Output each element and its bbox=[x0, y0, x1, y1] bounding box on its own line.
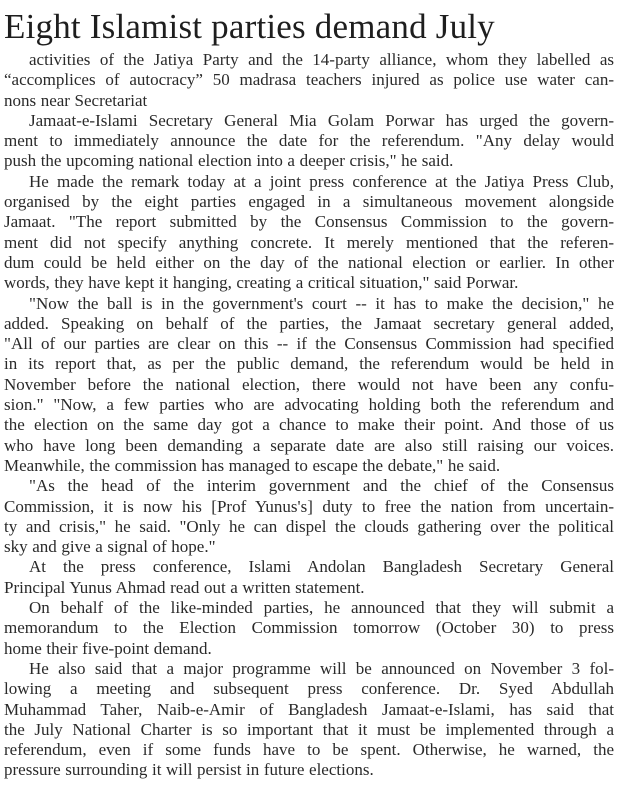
text-line: lowing a meeting and subsequent press conference. Dr. Syed Abdullah bbox=[4, 679, 614, 699]
text-line: the July National Charter is so important that it must be implemented through a bbox=[4, 719, 614, 739]
text-line: Muhammad Taher, Naib-e-Amir of Bangladesh Jamaat-e-Islami, has said that bbox=[4, 699, 614, 719]
article-headline: Eight Islamist parties demand July bbox=[4, 7, 495, 46]
text-line: He made the remark today at a joint press conference at the Jatiya Press Club, bbox=[29, 171, 614, 191]
paragraph bbox=[4, 172, 614, 294]
text-line: organised by the eight parties engaged in a simultaneous movement alongside bbox=[4, 192, 614, 212]
text-line: Jamaat-e-Islami Secretary General Mia Golam Porwar has urged the govern- bbox=[29, 110, 614, 130]
paragraph bbox=[4, 659, 614, 781]
text-line: ty and crisis," he said. "Only he can dispel the clouds gathering over the political bbox=[4, 516, 614, 536]
paragraph bbox=[4, 294, 614, 477]
text-line: activities of the Jatiya Party and the 14-party alliance, whom they labelled as bbox=[29, 50, 614, 69]
paragraph bbox=[4, 557, 614, 598]
text-line: "All of our parties are clear on this -- if the Consensus Commission had specified bbox=[4, 334, 614, 354]
paragraph bbox=[4, 598, 614, 659]
text-line: home their five-point demand. bbox=[4, 638, 212, 658]
text-line: At the press conference, Islami Andolan Bangladesh Secretary General bbox=[29, 557, 614, 577]
text-line: who have long been demanding a separate date are also still raising our voices. bbox=[4, 435, 614, 455]
text-line: push the upcoming national election into a deeper crisis," he said. bbox=[4, 151, 454, 171]
text-line: pressure surrounding it will persist in future elections. bbox=[4, 760, 374, 780]
paragraph bbox=[4, 476, 614, 557]
text-line: November before the national election, there would not have been any confu- bbox=[4, 374, 614, 394]
text-line: referendum, even if some funds have to be spent. Otherwise, he warned, the bbox=[4, 740, 614, 760]
text-line: in its report that, as per the public demand, the referendum would be held in bbox=[4, 354, 614, 374]
text-line: “accomplices of autocracy” 50 madrasa teachers injured as police use water can- bbox=[4, 70, 614, 90]
text-line: words, they have kept it hanging, creating a critical situation," said Porwar. bbox=[4, 273, 519, 293]
text-line: Commission, it is now his [Prof Yunus's] duty to free the nation from uncertain- bbox=[4, 496, 614, 516]
text-line: sion." "Now, a few parties who are advocating holding both the referendum and bbox=[4, 395, 614, 415]
text-line: sky and give a signal of hope." bbox=[4, 537, 216, 557]
text-line: "As the head of the interim government and the chief of the Consensus bbox=[29, 476, 614, 496]
text-line: memorandum to the Election Commission tomorrow (October 30) to press bbox=[4, 618, 614, 638]
text-line: ment to immediately announce the date for the referendum. "Any delay would bbox=[4, 131, 614, 151]
text-line: On behalf of the like-minded parties, he announced that they will submit a bbox=[29, 598, 614, 618]
text-line: Principal Yunus Ahmad read out a written statement. bbox=[4, 577, 365, 597]
text-line: Jamaat. "The report submitted by the Consensus Commission to the govern- bbox=[4, 212, 614, 232]
text-line: Meanwhile, the commission has managed to escape the debate," he said. bbox=[4, 455, 501, 475]
text-line: ment did not specify anything concrete. It merely mentioned that the referen- bbox=[4, 232, 614, 252]
text-line: dum could be held either on the day of the national election or earlier. In other bbox=[4, 252, 614, 272]
text-line: the election on the same day got a chance to make their point. And those of us bbox=[4, 415, 614, 435]
text-line: He also said that a major programme will be announced on November 3 fol- bbox=[29, 658, 614, 678]
text-line: added. Speaking on behalf of the parties, the Jamaat secretary general added, bbox=[4, 313, 614, 333]
text-line: nons near Secretariat bbox=[4, 90, 148, 110]
paragraph bbox=[4, 111, 614, 172]
article-body bbox=[4, 50, 614, 781]
text-line: "Now the ball is in the government's court -- it has to make the decision," he bbox=[29, 293, 614, 313]
paragraph bbox=[4, 50, 614, 111]
